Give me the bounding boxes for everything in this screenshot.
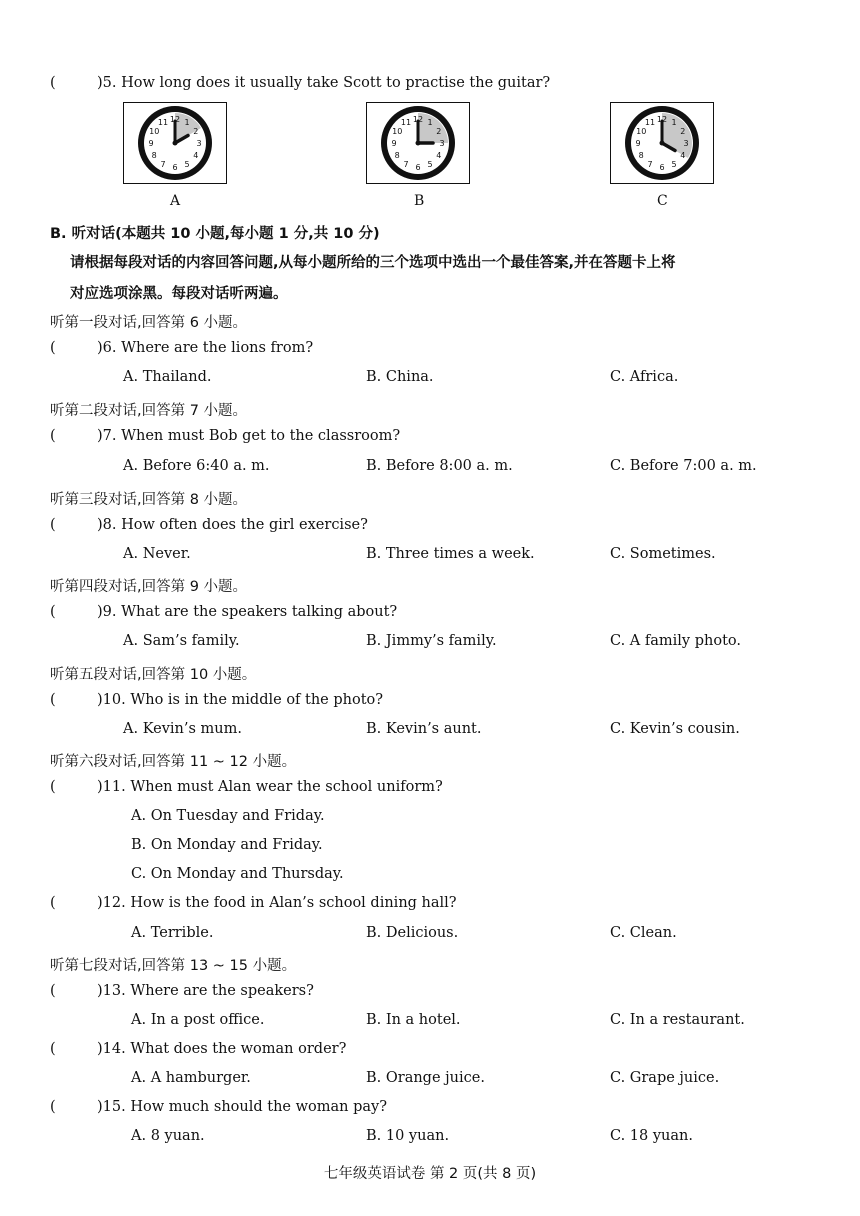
question-5-body: 5. How long does it usually take Scott to practise the guitar? [102,75,551,91]
option-b: B. Before 8:00 a. m. [366,458,513,474]
section-b-title: B. 听对话(本题共 10 小题,每小题 1 分,共 10 分) [50,226,380,242]
clock-option-a [123,102,227,184]
clock-numeral: 8 [638,151,644,160]
clock-numeral: 1 [184,118,190,128]
clock-numeral: 6 [415,163,421,172]
option-b: B. Jimmy’s family. [366,633,497,649]
clock-numeral: 4 [680,151,686,160]
option-b: B. 10 yuan. [366,1128,450,1144]
option-a: A. Thailand. [123,369,212,385]
question-7-text: )7. When must Bob get to the classroom? [97,428,401,444]
option-c: C. Before 7:00 a. m. [610,458,757,474]
clock-icon [378,103,458,183]
dialog-heading: 听第二段对话,回答第 7 小题。 [50,403,248,419]
clock-numeral: 2 [193,127,199,136]
question-6-text: )6. Where are the lions from? [97,340,314,356]
clock-numeral: 7 [403,159,409,169]
option-a: A. Never. [123,546,191,562]
question-10-text: )10. Who is in the middle of the photo? [97,692,384,708]
clock-option-b [366,102,470,184]
answer-blank-13: ( [50,983,56,999]
clock-numeral: 8 [394,151,400,160]
question-13-text: )13. Where are the speakers? [97,983,314,999]
option-a: A. Terrible. [131,925,214,941]
question-11-text: )11. When must Alan wear the school uniform? [97,779,443,795]
option-b: B. Delicious. [366,925,459,941]
answer-blank-6: ( [50,340,56,356]
clock-numeral: 7 [647,159,653,169]
answer-blank-9: ( [50,604,56,620]
option-a: A. Sam’s family. [123,633,240,649]
section-b-instructions-2: 对应选项涂黑。每段对话听两遍。 [70,286,288,302]
clock-center [173,141,178,146]
clock-numeral: 2 [436,127,442,136]
dialog-heading: 听第一段对话,回答第 6 小题。 [50,315,248,331]
clock-numeral: 3 [683,139,689,148]
answer-blank-10: ( [50,692,56,708]
clock-numeral: 5 [184,159,190,169]
clock-numeral: 10 [392,127,403,136]
clock-numeral: 1 [671,118,677,128]
option-a: A. A hamburger. [131,1070,251,1086]
clock-numeral: 2 [680,127,686,136]
page-footer: 七年级英语试卷 第 2 页(共 8 页) [323,1166,537,1182]
option-a: A. Kevin’s mum. [123,721,242,737]
option-b: B. In a hotel. [366,1012,461,1028]
clock-label-a: A [170,193,181,209]
clock-numeral: 4 [436,151,442,160]
option-b: B. Kevin’s aunt. [366,721,482,737]
clock-numeral: 9 [391,139,397,148]
answer-blank-12: ( [50,895,56,911]
clock-numeral: 1 [427,118,433,128]
option-b: B. On Monday and Friday. [131,837,323,853]
option-b: B. Orange juice. [366,1070,485,1086]
option-a: A. Before 6:40 a. m. [123,458,270,474]
clock-numeral: 6 [172,163,178,172]
option-a: A. On Tuesday and Friday. [131,808,325,824]
option-c: C. Kevin’s cousin. [610,721,740,737]
clock-icon [622,103,702,183]
clock-numeral: 9 [148,139,154,148]
clock-numeral: 10 [149,127,160,136]
clock-center [660,141,665,146]
option-c: C. 18 yuan. [610,1128,693,1144]
option-c: C. Africa. [610,369,679,385]
answer-blank-8: ( [50,517,56,533]
question-12-text: )12. How is the food in Alan’s school dining hall? [97,895,457,911]
clock-numeral: 5 [671,159,677,169]
paren-close: ) [97,75,103,91]
dialog-heading: 听第七段对话,回答第 13 ~ 15 小题。 [50,958,297,974]
dialog-heading: 听第四段对话,回答第 9 小题。 [50,579,248,595]
clock-numeral: 12 [656,115,668,124]
option-b: B. Three times a week. [366,546,535,562]
clock-numeral: 12 [169,115,181,124]
clock-option-c [610,102,714,184]
question-8-text: )8. How often does the girl exercise? [97,517,368,533]
clock-numeral: 11 [644,118,656,128]
clock-numeral: 5 [427,159,433,169]
answer-blank-11: ( [50,779,56,795]
clock-numeral: 3 [439,139,445,148]
clock-numeral: 11 [400,118,412,128]
clock-numeral: 12 [412,115,424,124]
question-5-text [97,75,550,91]
dialog-heading: 听第五段对话,回答第 10 小题。 [50,667,257,683]
option-c: C. Sometimes. [610,546,716,562]
clock-numeral: 9 [635,139,641,148]
dialog-heading: 听第六段对话,回答第 11 ~ 12 小题。 [50,754,297,770]
answer-blank-7: ( [50,428,56,444]
clock-numeral: 8 [151,151,157,160]
clock-numeral: 11 [157,118,169,128]
clock-label-c: C [657,193,668,209]
question-14-text: )14. What does the woman order? [97,1041,347,1057]
clock-label-b: B [414,193,425,209]
option-c: C. On Monday and Thursday. [131,866,344,882]
option-c: C. Clean. [610,925,677,941]
option-a: A. In a post office. [131,1012,265,1028]
clock-numeral: 3 [196,139,202,148]
option-a: A. 8 yuan. [131,1128,205,1144]
answer-blank-5: ( [50,75,56,91]
section-b-instructions-1: 请根据每段对话的内容回答问题,从每小题所给的三个选项中选出一个最佳答案,并在答题卡上将 [70,255,676,271]
answer-blank-14: ( [50,1041,56,1057]
question-15-text: )15. How much should the woman pay? [97,1099,387,1115]
clock-numeral: 4 [193,151,199,160]
clock-numeral: 7 [160,159,166,169]
dialog-heading: 听第三段对话,回答第 8 小题。 [50,492,248,508]
clock-numeral: 6 [659,163,665,172]
option-c: C. A family photo. [610,633,741,649]
answer-blank-15: ( [50,1099,56,1115]
option-c: C. In a restaurant. [610,1012,745,1028]
question-9-text: )9. What are the speakers talking about? [97,604,398,620]
clock-center [416,141,421,146]
option-b: B. China. [366,369,434,385]
clock-icon [135,103,215,183]
clock-numeral: 10 [636,127,647,136]
option-c: C. Grape juice. [610,1070,720,1086]
